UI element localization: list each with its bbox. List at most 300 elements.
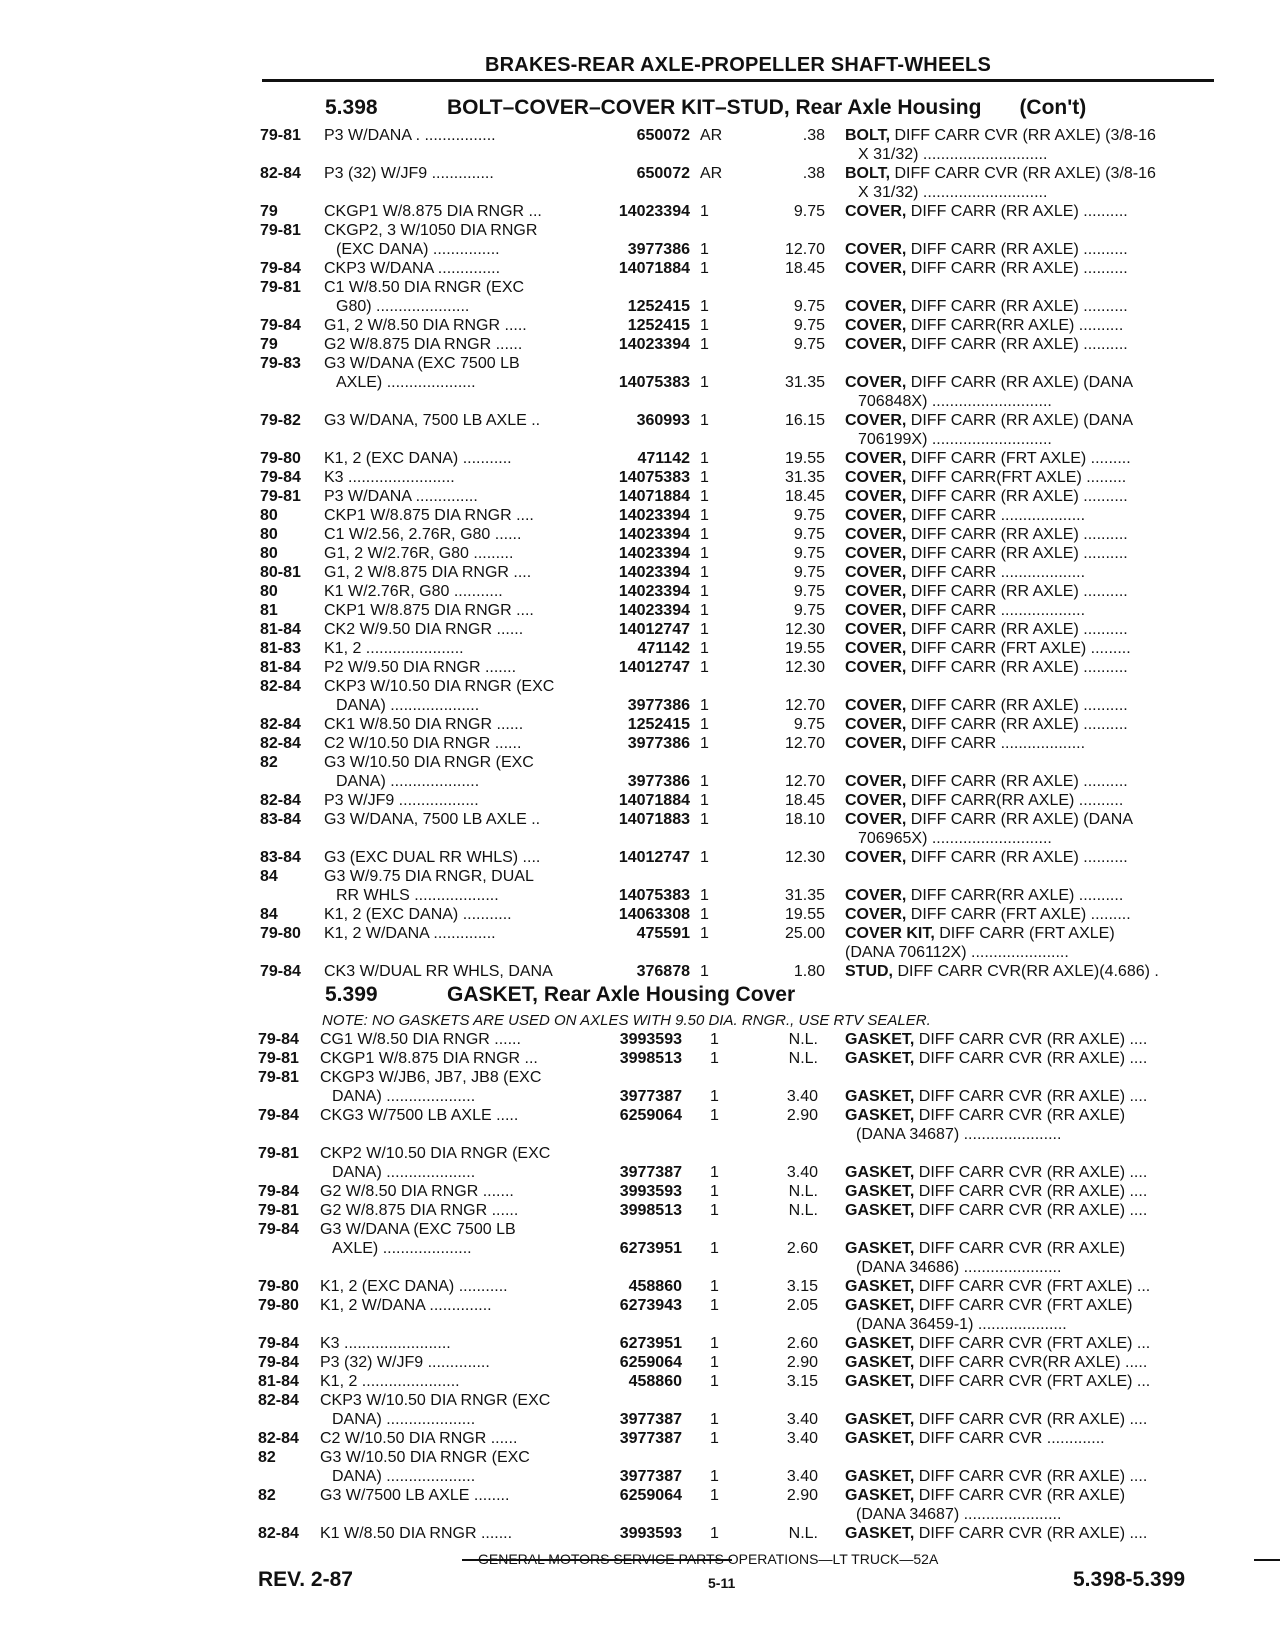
description-text: DIFF CARR(RR AXLE) ..........: [906, 317, 1124, 334]
model-application-cell: G3 W/7500 LB AXLE ........: [320, 1487, 510, 1504]
price-cell: 2.90: [786, 1354, 818, 1371]
quantity-cell: 1: [700, 735, 709, 752]
description-cell: [845, 1296, 1213, 1315]
part-number-cell: 3977387: [619, 1430, 682, 1447]
table-row: [0, 1258, 1280, 1277]
part-number-cell: 14023394: [618, 583, 690, 600]
table-row: [0, 1068, 1280, 1087]
description-cell: [845, 658, 1213, 677]
part-number-cell: 458860: [628, 1278, 682, 1295]
description-cell: [845, 620, 1213, 639]
description-keyword: COVER,: [845, 792, 907, 809]
model-year-cell: 79-81: [260, 279, 301, 296]
description-keyword: GASKET,: [845, 1202, 915, 1219]
model-application-cell: K1, 2 (EXC DANA) ...........: [324, 450, 512, 467]
table-row: [0, 1391, 1280, 1410]
description-cell: [845, 259, 1213, 278]
quantity-cell: 1: [710, 1050, 719, 1067]
table-row: [0, 810, 1280, 829]
description-cell: [845, 848, 1213, 867]
description-keyword: GASKET,: [845, 1354, 915, 1371]
model-application-continued-cell: DANA) ....................: [332, 1468, 476, 1485]
description-continued-cell: (DANA 34687) ......................: [856, 1126, 1062, 1143]
description-text: DIFF CARR CVR (RR AXLE): [914, 1487, 1126, 1504]
section-continued-label: (Con't): [1019, 96, 1087, 119]
table-row: [0, 430, 1280, 449]
model-application-cell: G3 W/DANA, 7500 LB AXLE ..: [324, 412, 541, 429]
description-keyword: COVER,: [845, 849, 907, 866]
model-year-cell: 82-84: [258, 1525, 299, 1542]
model-year-cell: 79-81: [258, 1202, 299, 1219]
description-continued-cell: (DANA 36459-1) ....................: [856, 1316, 1067, 1333]
description-text: DIFF CARR ...................: [906, 602, 1086, 619]
description-cell: [845, 962, 1213, 981]
part-number-cell: 14012747: [618, 659, 690, 676]
model-application-cell: CKP1 W/8.875 DIA RNGR ....: [324, 507, 534, 524]
description-cell: [845, 582, 1213, 601]
section-heading-5-399: [325, 983, 795, 1007]
table-row: [0, 1505, 1280, 1524]
part-number-cell: 6259064: [619, 1487, 682, 1504]
description-cell: [845, 487, 1213, 506]
price-cell: 18.45: [784, 792, 825, 809]
model-application-cell: C2 W/10.50 DIA RNGR ......: [320, 1430, 518, 1447]
model-year-cell: 82-84: [260, 792, 301, 809]
table-row: [0, 829, 1280, 848]
description-text: DIFF CARR (RR AXLE) ..........: [906, 260, 1128, 277]
price-cell: 12.70: [784, 773, 825, 790]
model-year-cell: 79-84: [258, 1354, 299, 1371]
table-row: [0, 1448, 1280, 1467]
description-cell: [845, 240, 1213, 259]
description-keyword: COVER,: [845, 640, 907, 657]
price-cell: 12.30: [784, 621, 825, 638]
quantity-cell: 1: [700, 659, 709, 676]
description-text: DIFF CARR (RR AXLE) (DANA: [906, 374, 1134, 391]
description-cell: [845, 1201, 1213, 1220]
quantity-cell: 1: [710, 1164, 719, 1181]
table-row: [0, 1049, 1280, 1068]
price-cell: 31.35: [784, 469, 825, 486]
description-keyword: COVER,: [845, 298, 907, 315]
table-row: [0, 373, 1280, 392]
description-continued-cell: (DANA 34687) ......................: [856, 1506, 1062, 1523]
model-application-cell: K1, 2 W/DANA ..............: [320, 1297, 492, 1314]
quantity-cell: 1: [710, 1373, 719, 1390]
price-cell: 2.60: [786, 1240, 818, 1257]
description-cell: [845, 1182, 1213, 1201]
model-year-cell: 80: [260, 507, 278, 524]
description-keyword: COVER,: [845, 906, 907, 923]
model-application-cell: G1, 2 W/8.875 DIA RNGR ....: [324, 564, 532, 581]
model-application-continued-cell: RR WHLS ...................: [336, 887, 499, 904]
part-number-cell: 3998513: [619, 1202, 682, 1219]
description-cell: [845, 1239, 1213, 1258]
description-keyword: COVER,: [845, 583, 907, 600]
model-year-cell: 82-84: [258, 1392, 299, 1409]
description-cell: [845, 1163, 1213, 1182]
description-cell: [845, 1410, 1213, 1429]
table-row: [0, 1410, 1280, 1429]
description-text: DIFF CARR CVR (RR AXLE) ....: [914, 1183, 1148, 1200]
section-title: BOLT–COVER–COVER KIT–STUD, Rear Axle Housing: [447, 96, 982, 119]
description-cell: [845, 1087, 1213, 1106]
description-continued-cell: (DANA 34686) ......................: [856, 1259, 1062, 1276]
model-application-cell: G2 W/8.875 DIA RNGR ......: [324, 336, 523, 353]
quantity-cell: 1: [700, 469, 709, 486]
part-number-cell: 3977386: [627, 773, 690, 790]
table-row: [0, 354, 1280, 373]
price-cell: 19.55: [784, 906, 825, 923]
quantity-cell: 1: [700, 298, 709, 315]
model-application-cell: C1 W/2.56, 2.76R, G80 ......: [324, 526, 522, 543]
description-text: DIFF CARR (RR AXLE) ..........: [906, 336, 1128, 353]
description-text: DIFF CARR CVR .............: [914, 1430, 1105, 1447]
price-cell: 12.30: [784, 659, 825, 676]
part-number-cell: 14023394: [618, 602, 690, 619]
quantity-cell: 1: [700, 317, 709, 334]
description-keyword: COVER,: [845, 735, 907, 752]
description-cell: [845, 563, 1213, 582]
model-application-cell: CKP2 W/10.50 DIA RNGR (EXC: [320, 1145, 551, 1162]
description-text: DIFF CARR CVR (RR AXLE) ....: [914, 1468, 1148, 1485]
quantity-cell: 1: [700, 374, 709, 391]
table-row: [0, 658, 1280, 677]
model-application-cell: K1, 2 (EXC DANA) ...........: [320, 1278, 508, 1295]
model-year-cell: 79-84: [260, 260, 301, 277]
part-number-cell: 650072: [636, 165, 690, 182]
description-cell: [845, 1030, 1213, 1049]
model-year-cell: 82: [258, 1449, 276, 1466]
model-application-cell: P2 W/9.50 DIA RNGR .......: [324, 659, 517, 676]
footer-publisher-text: GENERAL MOTORS SERVICE PARTS OPERATIONS—LT TRUCK—52A: [478, 1551, 939, 1567]
description-keyword: COVER,: [845, 545, 907, 562]
model-year-cell: 79-84: [260, 469, 301, 486]
description-keyword: COVER,: [845, 564, 907, 581]
table-row: [0, 848, 1280, 867]
description-keyword: COVER,: [845, 488, 907, 505]
table-row: [0, 468, 1280, 487]
description-cell: [845, 335, 1213, 354]
model-application-continued-cell: AXLE) ....................: [332, 1240, 472, 1257]
section-number: 5.399: [325, 983, 378, 1006]
price-cell: 2.60: [786, 1335, 818, 1352]
description-keyword: COVER,: [845, 716, 907, 733]
model-year-cell: 79-84: [258, 1183, 299, 1200]
table-row: [0, 715, 1280, 734]
table-row: [0, 1144, 1280, 1163]
price-cell: 12.70: [784, 241, 825, 258]
table-row: [0, 1182, 1280, 1201]
quantity-cell: 1: [700, 450, 709, 467]
model-year-cell: 81-84: [260, 659, 301, 676]
price-cell: 3.40: [786, 1164, 818, 1181]
model-application-cell: P3 W/JF9 ..................: [324, 792, 479, 809]
price-cell: 9.75: [793, 203, 825, 220]
description-text: DIFF CARR(RR AXLE) ..........: [906, 792, 1124, 809]
description-text: DIFF CARR (FRT AXLE) .........: [906, 906, 1131, 923]
price-cell: N.L.: [788, 1183, 818, 1200]
price-cell: 9.75: [793, 564, 825, 581]
quantity-cell: 1: [710, 1411, 719, 1428]
model-application-cell: CKGP1 W/8.875 DIA RNGR ...: [320, 1050, 538, 1067]
description-text: DIFF CARR CVR (RR AXLE) ....: [914, 1050, 1148, 1067]
model-year-cell: 81-84: [260, 621, 301, 638]
table-row: [0, 449, 1280, 468]
table-row: [0, 1201, 1280, 1220]
model-application-cell: CKGP3 W/JB6, JB7, JB8 (EXC: [320, 1069, 542, 1086]
model-application-cell: K1, 2 ......................: [320, 1373, 460, 1390]
quantity-cell: 1: [700, 887, 709, 904]
description-text: DIFF CARR (RR AXLE) (DANA: [906, 811, 1134, 828]
quantity-cell: 1: [700, 412, 709, 429]
description-cell: [845, 506, 1213, 525]
description-keyword: COVER,: [845, 469, 907, 486]
table-row: [0, 772, 1280, 791]
description-keyword: BOLT,: [845, 127, 891, 144]
model-year-cell: 79-84: [260, 963, 301, 980]
part-number-cell: 3977387: [619, 1468, 682, 1485]
section-heading-5-398: [325, 96, 1086, 120]
part-number-cell: 650072: [636, 127, 690, 144]
description-keyword: COVER,: [845, 450, 907, 467]
description-text: DIFF CARR CVR (FRT AXLE): [914, 1297, 1133, 1314]
description-keyword: GASKET,: [845, 1278, 915, 1295]
quantity-cell: 1: [710, 1525, 719, 1542]
page-header-title: BRAKES-REAR AXLE-PROPELLER SHAFT-WHEELS: [262, 54, 1214, 82]
quantity-cell: 1: [700, 488, 709, 505]
part-number-cell: 14023394: [618, 336, 690, 353]
price-cell: 3.40: [786, 1088, 818, 1105]
model-application-cell: K1, 2 ......................: [324, 640, 464, 657]
table-row: [0, 487, 1280, 506]
section-number: 5.398: [325, 96, 378, 119]
part-number-cell: 3993593: [619, 1183, 682, 1200]
model-year-cell: 82-84: [258, 1430, 299, 1447]
description-keyword: COVER KIT,: [845, 925, 935, 942]
part-number-cell: 14075383: [618, 887, 690, 904]
description-keyword: GASKET,: [845, 1050, 915, 1067]
price-cell: N.L.: [788, 1031, 818, 1048]
description-keyword: COVER,: [845, 659, 907, 676]
description-cell: [845, 734, 1213, 753]
description-keyword: GASKET,: [845, 1335, 915, 1352]
description-cell: [845, 1353, 1213, 1372]
page-number: 5-11: [708, 1575, 736, 1591]
description-text: DIFF CARR (RR AXLE) ..........: [906, 697, 1128, 714]
table-row: [0, 1296, 1280, 1315]
description-cell: [845, 544, 1213, 563]
description-text: DIFF CARR(RR AXLE) ..........: [906, 887, 1124, 904]
description-text: DIFF CARR CVR (RR AXLE) ....: [914, 1525, 1148, 1542]
model-application-cell: G1, 2 W/8.50 DIA RNGR .....: [324, 317, 527, 334]
description-keyword: COVER,: [845, 526, 907, 543]
model-year-cell: 82-84: [260, 165, 301, 182]
description-keyword: COVER,: [845, 203, 907, 220]
table-row: [0, 1163, 1280, 1182]
part-number-cell: 3977387: [619, 1411, 682, 1428]
description-cell: [845, 164, 1213, 183]
description-text: DIFF CARR (RR AXLE) ..........: [906, 203, 1128, 220]
model-application-cell: G2 W/8.875 DIA RNGR ......: [320, 1202, 519, 1219]
price-cell: .38: [802, 165, 825, 182]
table-row: [0, 791, 1280, 810]
price-cell: 3.15: [786, 1278, 818, 1295]
part-number-cell: 14023394: [618, 526, 690, 543]
description-text: DIFF CARR CVR (RR AXLE) ....: [914, 1164, 1148, 1181]
description-keyword: GASKET,: [845, 1411, 915, 1428]
description-text: DIFF CARR (RR AXLE) ..........: [906, 849, 1128, 866]
part-number-cell: 1252415: [627, 317, 690, 334]
part-number-cell: 14075383: [618, 469, 690, 486]
price-cell: N.L.: [788, 1050, 818, 1067]
part-number-cell: 6273951: [619, 1240, 682, 1257]
quantity-cell: 1: [700, 260, 709, 277]
part-number-cell: 6259064: [619, 1107, 682, 1124]
model-year-cell: 82-84: [260, 735, 301, 752]
quantity-cell: 1: [710, 1468, 719, 1485]
model-application-cell: CKP3 W/DANA ..............: [324, 260, 501, 277]
part-number-cell: 3977387: [619, 1164, 682, 1181]
model-year-cell: 83-84: [260, 849, 301, 866]
model-application-cell: P3 (32) W/JF9 ..............: [320, 1354, 490, 1371]
description-keyword: COVER,: [845, 811, 907, 828]
revision-label: REV. 2-87: [258, 1568, 353, 1591]
table-row: [0, 411, 1280, 430]
description-cell: [845, 639, 1213, 658]
price-cell: 19.55: [784, 640, 825, 657]
part-number-cell: 1252415: [627, 298, 690, 315]
section-range: 5.398-5.399: [1073, 1568, 1186, 1591]
table-row: [0, 1315, 1280, 1334]
description-text: DIFF CARR(FRT AXLE) .........: [906, 469, 1127, 486]
description-text: DIFF CARR CVR(RR AXLE)(4.686) .: [893, 963, 1159, 980]
model-application-continued-cell: AXLE) ....................: [336, 374, 476, 391]
table-row: [0, 145, 1280, 164]
table-row: [0, 164, 1280, 183]
description-keyword: COVER,: [845, 621, 907, 638]
description-text: DIFF CARR (RR AXLE) ..........: [906, 621, 1128, 638]
description-cell: [845, 1049, 1213, 1068]
description-text: DIFF CARR CVR (RR AXLE) ....: [914, 1411, 1148, 1428]
quantity-cell: 1: [700, 697, 709, 714]
model-year-cell: 79-80: [258, 1278, 299, 1295]
quantity-cell: 1: [700, 773, 709, 790]
description-text: DIFF CARR (FRT AXLE): [934, 925, 1115, 942]
quantity-cell: 1: [700, 716, 709, 733]
table-row: [0, 1334, 1280, 1353]
part-number-cell: 14023394: [618, 507, 690, 524]
table-row: [0, 1125, 1280, 1144]
description-keyword: COVER,: [845, 336, 907, 353]
table-row: [0, 183, 1280, 202]
part-number-cell: 6273943: [619, 1297, 682, 1314]
part-number-cell: 471142: [637, 640, 690, 657]
description-cell: [845, 411, 1213, 430]
description-text: DIFF CARR ...................: [906, 735, 1086, 752]
description-keyword: GASKET,: [845, 1107, 915, 1124]
description-text: DIFF CARR CVR (RR AXLE) ....: [914, 1202, 1148, 1219]
description-continued-cell: X 31/32) ............................: [858, 184, 1048, 201]
description-keyword: COVER,: [845, 260, 907, 277]
quantity-cell: 1: [700, 583, 709, 600]
model-application-cell: CKP3 W/10.50 DIA RNGR (EXC: [324, 678, 555, 695]
price-cell: 1.80: [793, 963, 825, 980]
quantity-cell: 1: [700, 621, 709, 638]
description-keyword: GASKET,: [845, 1373, 915, 1390]
quantity-cell: 1: [700, 336, 709, 353]
model-year-cell: 82: [258, 1487, 276, 1504]
description-cell: [845, 905, 1213, 924]
quantity-cell: 1: [710, 1107, 719, 1124]
model-year-cell: 80: [260, 583, 278, 600]
part-number-cell: 14023394: [618, 545, 690, 562]
table-row: [0, 1486, 1280, 1505]
table-row: [0, 677, 1280, 696]
model-year-cell: 79-84: [258, 1335, 299, 1352]
description-text: DIFF CARR (RR AXLE) ..........: [906, 241, 1128, 258]
model-application-cell: P3 W/DANA ..............: [324, 488, 478, 505]
model-year-cell: 79-80: [260, 925, 301, 942]
model-application-cell: G3 W/DANA (EXC 7500 LB: [324, 355, 520, 372]
description-keyword: GASKET,: [845, 1468, 915, 1485]
model-year-cell: 80-81: [260, 564, 301, 581]
price-cell: N.L.: [788, 1202, 818, 1219]
table-row: [0, 506, 1280, 525]
part-number-cell: 14063308: [618, 906, 690, 923]
quantity-cell: 1: [700, 526, 709, 543]
table-row: [0, 1087, 1280, 1106]
quantity-cell: 1: [700, 545, 709, 562]
quantity-cell: 1: [700, 241, 709, 258]
description-keyword: COVER,: [845, 241, 907, 258]
description-keyword: COVER,: [845, 697, 907, 714]
price-cell: 2.90: [786, 1107, 818, 1124]
model-year-cell: 79-81: [260, 127, 301, 144]
description-text: DIFF CARR ...................: [906, 507, 1086, 524]
part-number-cell: 14071884: [618, 792, 690, 809]
quantity-cell: 1: [700, 564, 709, 581]
price-cell: 3.40: [786, 1411, 818, 1428]
part-number-cell: 14071884: [618, 260, 690, 277]
table-row: [0, 905, 1280, 924]
model-year-cell: 79-81: [258, 1050, 299, 1067]
price-cell: 18.10: [784, 811, 825, 828]
section-note: NOTE: NO GASKETS ARE USED ON AXLES WITH 9.50 DIA. RNGR., USE RTV SEALER.: [322, 1012, 931, 1029]
description-cell: [845, 886, 1213, 905]
description-keyword: COVER,: [845, 887, 907, 904]
part-number-cell: 14012747: [618, 621, 690, 638]
description-cell: [845, 791, 1213, 810]
model-application-continued-cell: DANA) ....................: [332, 1088, 476, 1105]
price-cell: 12.70: [784, 735, 825, 752]
table-row: [0, 240, 1280, 259]
description-keyword: GASKET,: [845, 1487, 915, 1504]
description-continued-cell: X 31/32) ............................: [858, 146, 1048, 163]
quantity-cell: 1: [710, 1202, 719, 1219]
model-year-cell: 79-81: [260, 222, 301, 239]
model-year-cell: 79-83: [260, 355, 301, 372]
model-application-cell: G3 W/9.75 DIA RNGR, DUAL: [324, 868, 534, 885]
part-number-cell: 3977386: [627, 241, 690, 258]
description-keyword: GASKET,: [845, 1525, 915, 1542]
table-row: [0, 962, 1280, 981]
model-year-cell: 79-82: [260, 412, 301, 429]
quantity-cell: 1: [710, 1031, 719, 1048]
model-application-cell: K3 ........................: [324, 469, 455, 486]
table-row: [0, 924, 1280, 943]
parts-table-5-399: [0, 1030, 1280, 1543]
